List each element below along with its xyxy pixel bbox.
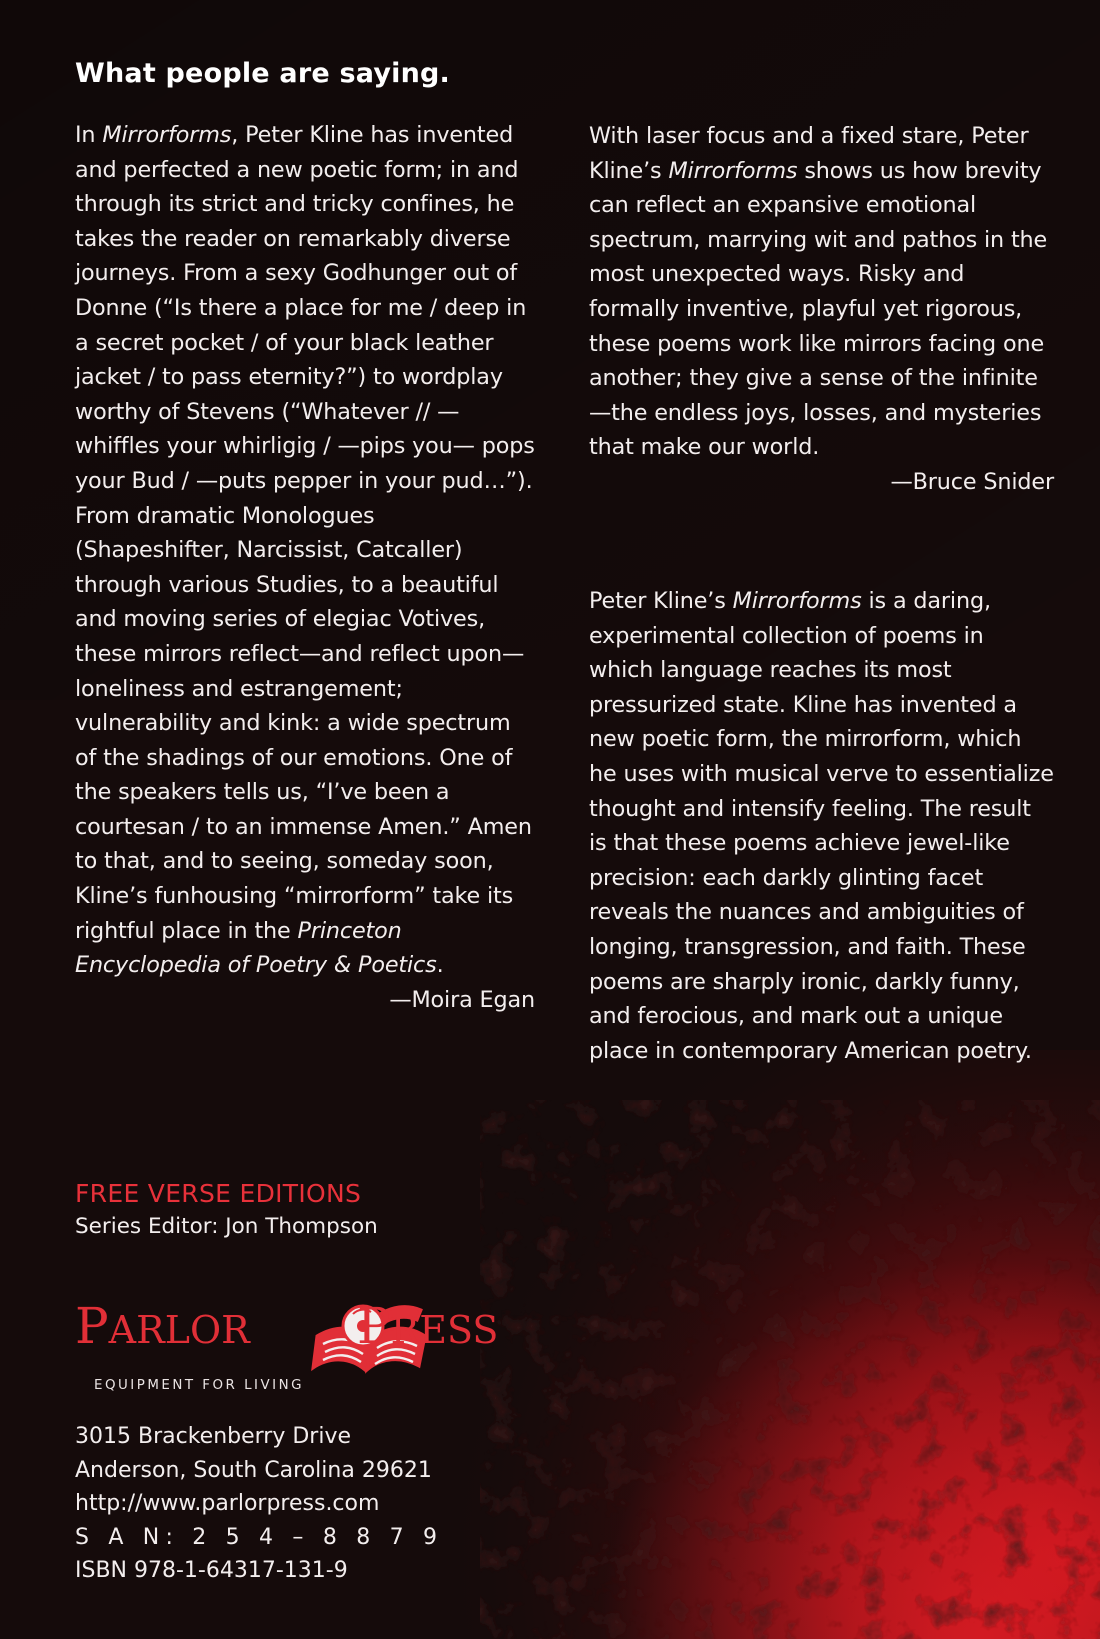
review-text-part: With laser focus and a fixed stare, Peter Kline’s [589,123,1029,184]
logo-word-press [357,1298,498,1358]
publisher-address [75,1420,443,1588]
logo-initial: P [357,1297,391,1355]
review-text-part: shows us how brevity can reflect an expansive emotional spectrum, marrying wit and pathos in the most unexpected ways. Risky and formally inventive, playful yet rigorous, these poems work like mirrors facing one another; they give a sense of the infinite—the endless joys, losses, and mysteries that make our world. [589,157,1048,461]
logo-initial: P [75,1297,109,1355]
review-attribution: —Moira Egan [389,986,535,1013]
publisher-url: http://www.parlorpress.com [75,1491,380,1516]
book-title: Mirrorforms [732,588,862,614]
review-moira-egan [75,118,535,1017]
logo-rest: ARLOR [108,1308,250,1352]
review-text-part: . [436,952,444,979]
section-heading: What people are saying. [75,58,450,89]
review-text [589,584,1054,1068]
logo-rest: RESS [390,1308,499,1352]
series-info [75,1177,378,1244]
book-title: Mirrorforms [668,157,798,184]
review-text-part: In [75,122,103,148]
review-text-part: is a daring, experimental collection of poems in which language reaches its most pressurized state. Kline has invented a new poetic form, the mirrorform, which he uses with musical verve to essentialize thought and intensify feeling. The result is that these poems achieve jewel-like precision: each darkly glinting facet reveals the nuances and ambiguities of longing, transgression, and faith. These poems are sharply ironic, darkly funny, and ferocious, and mark out a unique place in contemporary American poetry. [589,588,1054,1064]
publisher-san: S A N: 2 5 4 – 8 8 7 9 [75,1524,444,1550]
book-title: Mirrorforms [102,122,232,148]
review-text [589,119,1054,465]
review-text-part: , Peter Kline has invented and perfected a new poetic form; in and through its strict and tricky confines, he takes the reader on remarkably diverse journeys. From a sexy Godhunger out of Donne (“Is there a place for me / deep in a secret pocket / of your black leather jacket / to pass eternity?”) to wordplay worthy of Stevens (“Whatever // —whiffles your whirligig / —pips you— pops your Bud / —puts pepper in your pud…”). From dramatic Monologues (Shapeshifter, Narcissist, Catcaller) through various Studies, to a beautiful and moving series of elegiac Votives, these mirrors reflect—and reflect upon—loneliness and estrangement; vulnerability and kink: a wide spectrum of the shadings of our emotions. One of the speakers tells us, “I’ve been a courtesan / to an immense Amen.” Amen to that, and to seeing, someday soon, Kline’s funhousing “mirrorform” take its rightful place in the [75,122,535,944]
logo-word-parlor [75,1298,250,1358]
review-text-part: Peter Kline’s [589,588,733,614]
review-unattributed [589,584,1054,1068]
logo-tagline: EQUIPMENT FOR LIVING [94,1378,305,1393]
address-city: Anderson, South Carolina 29621 [75,1457,432,1483]
address-street: 3015 Brackenberry Drive [75,1424,351,1449]
parlor-press-logo [75,1298,535,1398]
review-attribution: —Bruce Snider [890,468,1054,495]
series-title: FREE VERSE EDITIONS [75,1179,362,1208]
book-isbn: ISBN 978-1-64317-131-9 [75,1558,348,1583]
review-bruce-snider [589,119,1054,500]
review-text [75,118,535,983]
encyclopedia-title: Princeton Encyclopedia of Poetry & Poetics [75,917,437,979]
series-editor: Series Editor: Jon Thompson [75,1214,378,1239]
